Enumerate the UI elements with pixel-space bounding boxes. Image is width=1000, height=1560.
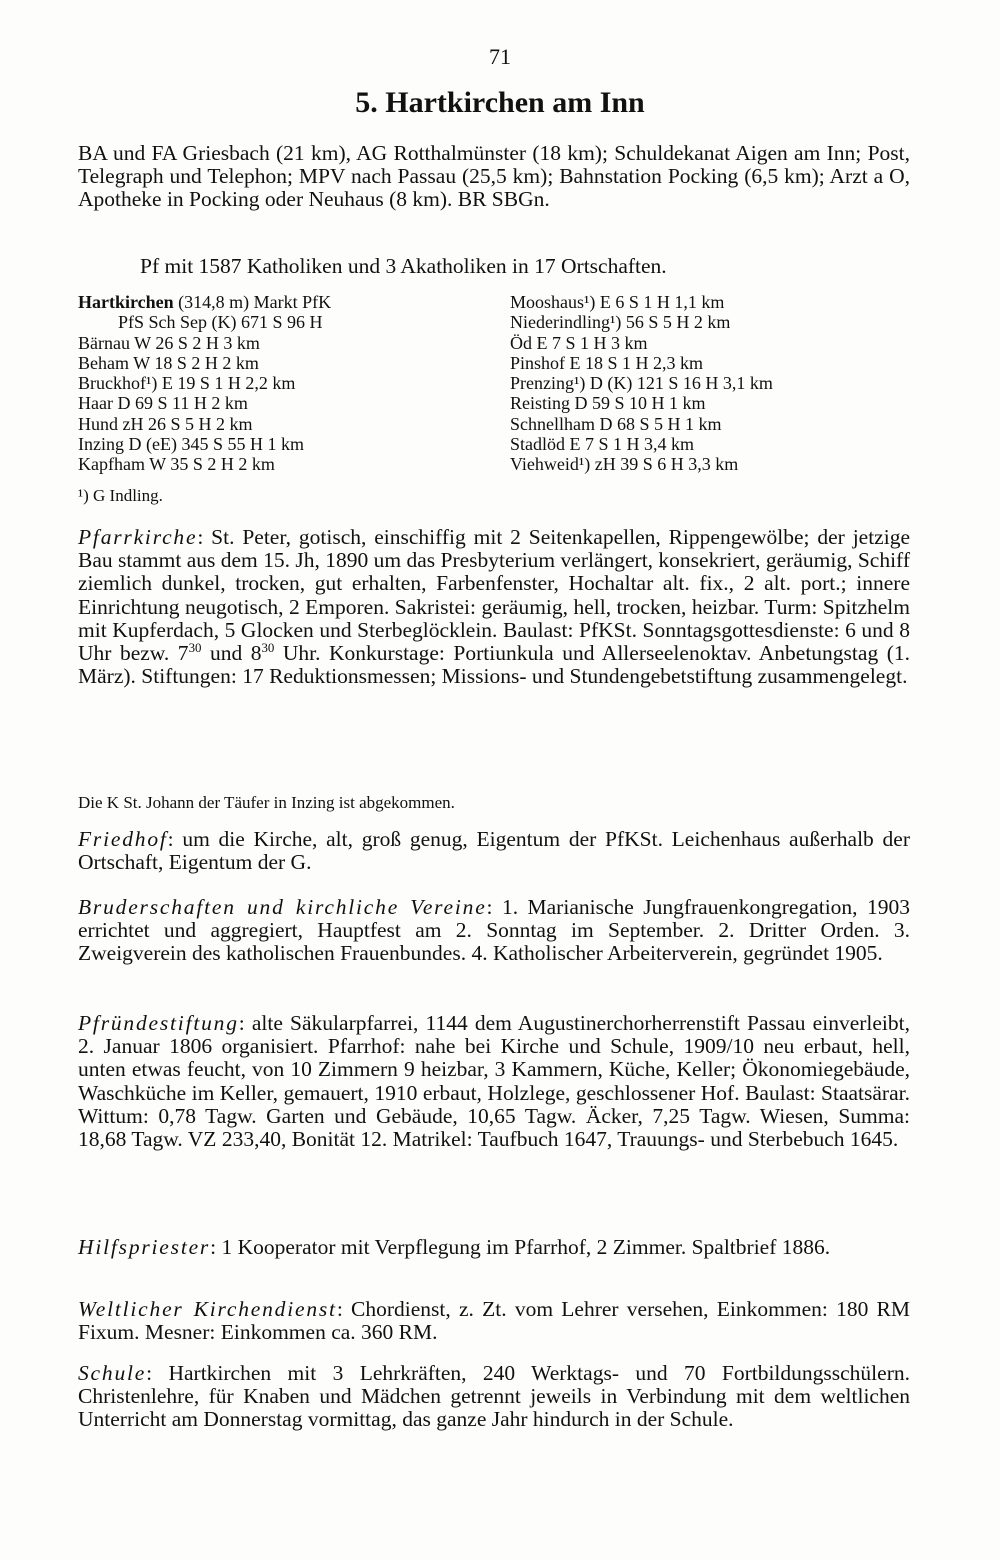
section-schule: Schule: Hartkirchen mit 3 Lehrkräften, 240 Werktags- und 70 Fortbildungsschülern. Christenlehre, für Knaben und Mädchen getrennt jeweils in Verbindung mit dem weltlichen Unterricht am Donnerstag vormittag, das ganze Jahr hindurch in der Schule. [78,1361,910,1432]
section-heading: Hilfspriester [78,1235,211,1259]
list-item: Reisting D 59 S 10 H 1 km [510,393,706,414]
footnote: ¹) G Indling. [78,486,163,505]
section-heading: Schule [78,1361,147,1385]
place-list-left [78,292,331,475]
list-item: Kapfham W 35 S 2 H 2 km [78,454,275,475]
list-item: Bruckhof¹) E 19 S 1 H 2,2 km [78,373,296,394]
list-item: Bärnau W 26 S 2 H 3 km [78,332,260,353]
section-heading: Friedhof [78,827,168,851]
page-title: 5. Hartkirchen am Inn [355,86,645,119]
population-line: Pf mit 1587 Katholiken und 3 Akatholiken in 17 Ortschaften. [140,254,667,278]
section-heading: Bruderschaften und kirchliche Vereine [78,895,487,919]
page-number: 71 [489,44,511,69]
section-heading: Pfründestiftung [78,1011,239,1035]
section-note: Die K St. Johann der Täufer in Inzing ist abgekommen. [78,793,455,812]
list-item: PfS Sch Sep (K) 671 S 96 H [118,312,323,333]
section-pfarrkirche: Pfarrkirche: St. Peter, gotisch, einschiffig mit 2 Seitenkapellen, Rippengewölbe; der jetzige Bau stammt aus dem 15. Jh, 1890 um das Presbyterium verlängert, konsekriert, geräumig, Schiff ziemlich dunkel, trocken, gut erhalten, Farbenfenster, Hochaltar alt. fix., 2 alt. port.; innere Einrichtung neugotisch, 2 Emporen. Sakristei: geräumig, hell, trocken, heizbar. Turm: Spitzhelm mit Kupferdach, 5 Glocken und Sterbeglöcklein. Baulast: PfKSt. Sonntagsgottesdienste: 6 und 8 Uhr bezw. $7^{30}$ und $8^{30}$ Uhr. Konkurstage: Portiunkula und Allerseelenoktav. Anbetungstag (1. März). Stiftungen: 17 Reduktionsmessen; Missions- und Stundengebetstiftung zusammengelegt. [78,525,910,689]
list-item: Viehweid¹) zH 39 S 6 H 3,3 km [510,454,739,475]
list-item: Mooshaus¹) E 6 S 1 H 1,1 km [510,292,725,312]
intro-paragraph [78,142,910,212]
list-item: Stadlöd E 7 S 1 H 3,4 km [510,434,695,455]
list-item: Öd E 7 S 1 H 3 km [510,332,648,353]
list-item: Prenzing¹) D (K) 121 S 16 H 3,1 km [510,373,773,394]
list-item: Schnellham D 68 S 5 H 1 km [510,413,722,434]
section-pfruendestiftung: Pfründestiftung: alte Säkularpfarrei, 1144 dem Augustinerchorherrenstift Passau einverleibt, 2. Januar 1806 organisiert. Pfarrhof: nahe bei Kirche und Schule, 1909/10 neu erbaut, hell, unten etwas feucht, von 10 Zimmern 9 heizbar, 3 Kammern, Küche, Keller; Ökonomiegebäude, Waschküche im Keller, gemauert, 1910 erbaut, Holzlege, geschlossener Hof. Baulast: Staatsärar. Wittum: 0,78 Tagw. Garten und Gebäude, 10,65 Tagw. Äcker, 7,25 Tagw. Wiesen, Summa: 18,68 Tagw. VZ 233,40, Bonität 12. Matrikel: Taufbuch 1647, Trauungs- und Sterbebuch 1645. [78,1011,910,1152]
list-item: Pinshof E 18 S 1 H 2,3 km [510,352,704,373]
section-hilfspriester: Hilfspriester: 1 Kooperator mit Verpflegung im Pfarrhof, 2 Zimmer. Spaltbrief 1886. [78,1235,831,1259]
intro-text: BA und FA Griesbach (21 km), AG Rotthalmünster (18 km); Schuldekanat Aigen am Inn; Post, Telegraph und Telephon; MPV nach Passau (25,5 km); Bahnstation Pocking (6,5 km); Arzt a O, Apotheke in Pocking oder Neuhaus (8 km). BR SBGn. [78,141,910,212]
section-bruderschaften: Bruderschaften und kirchliche Vereine: 1. Marianische Jungfrauenkongregation, 1903 errichtet und aggregiert, Hauptfest am 2. Sonntag im September. 2. Dritter Orden. 3. Zweigverein des katholischen Frauenbundes. 4. Katholischer Arbeiterverein, gegründet 1905. [78,895,910,966]
list-item: Hartkirchen (314,8 m) Markt PfK [78,292,332,312]
place-list-right [510,292,773,475]
list-item: Beham W 18 S 2 H 2 km [78,352,259,373]
list-item: Hund zH 26 S 5 H 2 km [78,413,253,434]
section-heading: Pfarrkirche [78,525,198,549]
section-friedhof: Friedhof: um die Kirche, alt, groß genug, Eigentum der PfKSt. Leichenhaus außerhalb der Ortschaft, Eigentum der G. [78,827,910,875]
list-item: Haar D 69 S 11 H 2 km [78,393,248,414]
section-heading: Weltlicher Kirchendienst [78,1297,337,1321]
list-item: Inzing D (eE) 345 S 55 H 1 km [78,434,304,455]
section-kirchendienst: Weltlicher Kirchendienst: Chordienst, z. Zt. vom Lehrer versehen, Einkommen: 180 RM Fixum. Mesner: Einkommen ca. 360 RM. [78,1297,910,1345]
list-item: Niederindling¹) 56 S 5 H 2 km [510,312,731,333]
